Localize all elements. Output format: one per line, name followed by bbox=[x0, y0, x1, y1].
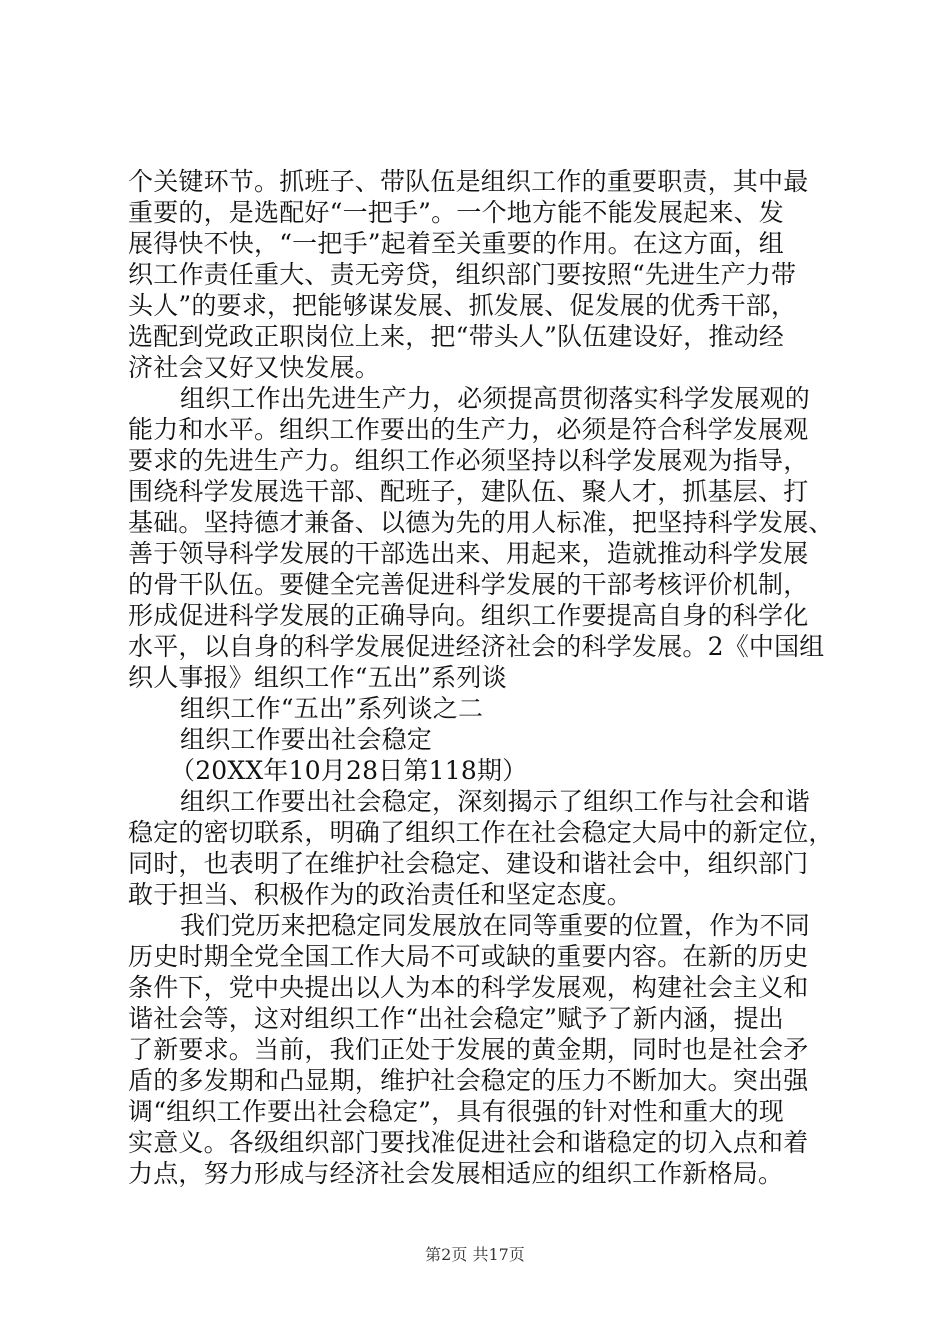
text-line: 历史时期全党全国工作大局不可或缺的重要内容。在新的历史 bbox=[128, 942, 809, 971]
text-line: 重要的，是选配好“一把手”。一个地方能不能发展起来、发 bbox=[128, 198, 784, 227]
text-line: 了新要求。当前，我们正处于发展的黄金期，同时也是社会矛 bbox=[128, 1035, 809, 1064]
text-line: 谐社会等，这对组织工作“出社会稳定”赋予了新内涵，提出 bbox=[128, 1004, 784, 1033]
text-line: 基础。坚持德才兼备、以德为先的用人标准，把坚持科学发展、 bbox=[128, 508, 834, 537]
text-line: 水平，以自身的科学发展促进经济社会的科学发展。2《中国组 bbox=[128, 632, 825, 661]
text-line: 组织工作要出社会稳定，深刻揭示了组织工作与社会和谐 bbox=[180, 787, 811, 816]
text-line: 形成促进科学发展的正确导向。组织工作要提高自身的科学化 bbox=[128, 601, 809, 630]
paragraph-1 bbox=[128, 166, 828, 383]
text-line: 实意义。各级组织部门要找准促进社会和谐稳定的切入点和着 bbox=[128, 1128, 809, 1157]
text-line: 的骨干队伍。要健全完善促进科学发展的干部考核评价机制， bbox=[128, 570, 809, 599]
text-line: 调“组织工作要出社会稳定”，具有很强的针对性和重大的现 bbox=[128, 1097, 784, 1126]
document-body bbox=[128, 166, 834, 1189]
text-line: 头人”的要求，把能够谋发展、抓发展、促发展的优秀干部， bbox=[128, 291, 797, 320]
text-line: 条件下，党中央提出以人为本的科学发展观，构建社会主义和 bbox=[128, 973, 809, 1002]
text-line: 同时，也表明了在维护社会稳定、建设和谐社会中，组织部门 bbox=[128, 849, 809, 878]
text-line: 敢于担当、积极作为的政治责任和坚定态度。 bbox=[128, 880, 633, 909]
text-line: 围绕科学发展选干部、配班子，建队伍、聚人才，抓基层、打 bbox=[128, 477, 809, 506]
text-line: 要求的先进生产力。组织工作必须坚持以科学发展观为指导， bbox=[128, 446, 809, 475]
text-line: 稳定的密切联系，明确了组织工作在社会稳定大局中的新定位， bbox=[128, 818, 834, 847]
text-line: 能力和水平。组织工作要出的生产力，必须是符合科学发展观 bbox=[128, 415, 809, 444]
paragraph-3 bbox=[128, 786, 834, 910]
text-line: 组织工作出先进生产力，必须提高贯彻落实科学发展观的 bbox=[180, 384, 811, 413]
issue-date: （20XX年10月28日第118期） bbox=[170, 756, 528, 785]
article-title: 组织工作要出社会稳定 bbox=[180, 725, 433, 754]
text-line: 善于领导科学发展的干部选出来、用起来，造就推动科学发展 bbox=[128, 539, 809, 568]
text-line: 盾的多发期和凸显期，维护社会稳定的压力不断加大。突出强 bbox=[128, 1066, 809, 1095]
paragraph-2 bbox=[128, 383, 834, 693]
text-line: 个关键环节。抓班子、带队伍是组织工作的重要职责，其中最 bbox=[128, 167, 809, 196]
text-line: 选配到党政正职岗位上来，把“带头人”队伍建设好，推动经 bbox=[128, 322, 784, 351]
text-line: 济社会又好又快发展。 bbox=[128, 353, 381, 382]
text-line: 力点，努力形成与经济社会发展相适应的组织工作新格局。 bbox=[128, 1159, 784, 1188]
text-line: 织人事报》组织工作“五出”系列谈 bbox=[128, 663, 507, 692]
text-line: 我们党历来把稳定同发展放在同等重要的位置，作为不同 bbox=[180, 911, 811, 940]
text-line: 展得快不快，“一把手”起着至关重要的作用。在这方面，组 bbox=[128, 229, 784, 258]
paragraph-4 bbox=[128, 910, 828, 1189]
page-footer: 第2页 共17页 bbox=[425, 1245, 525, 1264]
series-subtitle: 组织工作“五出”系列谈之二 bbox=[180, 694, 484, 723]
text-line: 织工作责任重大、责无旁贷，组织部门要按照“先进生产力带 bbox=[128, 260, 797, 289]
